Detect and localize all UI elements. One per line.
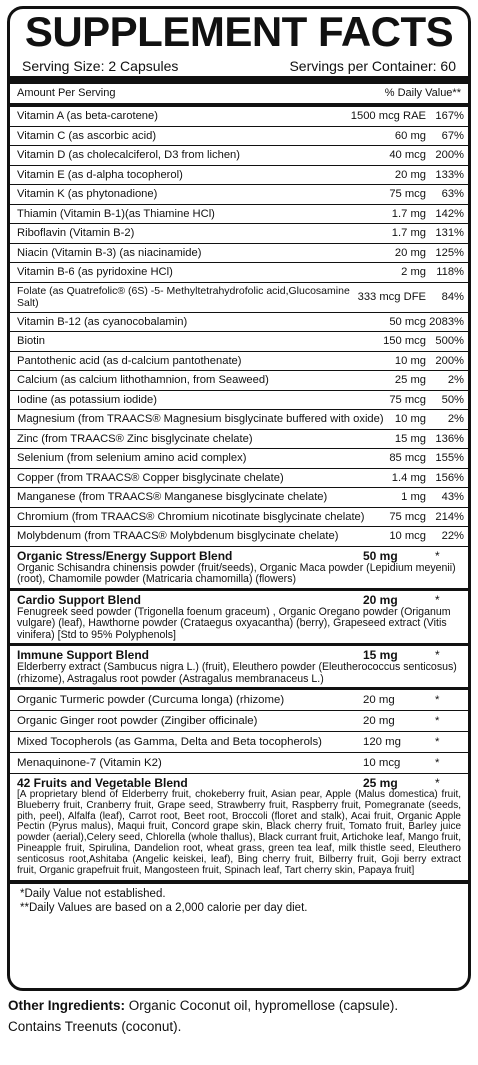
ingredient-dv: * (435, 757, 440, 769)
nutrient-name: Vitamin A (as beta-carotene) (17, 110, 158, 123)
nutrient-dv: 43% (441, 491, 464, 504)
blend-name: Cardio Support Blend (17, 592, 141, 607)
panel-title: SUPPLEMENT FACTS (24, 8, 454, 55)
nutrient-dv: 2% (447, 374, 464, 387)
nutrient-dv: 136% (435, 432, 464, 445)
blend-ingredients: [A proprietary blend of Elderberry fruit, chokeberry fruit, Asian pear, Apple (Malus domestica) fruit, Blueberry fruit, Cranberry fruit, Grape seed, Strawberry fruit, Raspberry fruit, Pomegranate (seeds, pith, peel), Alfalfa (leaf), Carrot root, Beet root, Broccoli (floret and stalk), Acai fruit, Organic Apple Pectin (Pyrus malus), Maqui fruit, Concord grape skin, Black cherry fruit, Tomato fruit, Barley juice powder (aerial),Celery seed, Chlorella (whole thallus), Black currant fruit, Artichoke leaf, Mango fruit, Pineapple fruit, Spirulina, Dandelion root, wheat grass, green tea leaf, milk thistle seed, Eleuthero senticosus root,Ashitaba (Angelic keiskei, leaf), Bing cherry fruit, Bilberry fruit, Goji berry extract fruit, Organic grapefruit fruit, Mangosteen fruit, Spinach leaf, Tart cherry skin, Papaya fruit] (17, 789, 461, 876)
blend-amount: 50 mg (363, 548, 398, 563)
footnote-1: *Daily Value not established. (20, 888, 166, 901)
blend-name: 42 Fruits and Vegetable Blend (17, 776, 188, 790)
nutrient-amount: 75 mcg (389, 393, 426, 406)
nutrient-row (10, 146, 468, 166)
nutrient-row (10, 508, 468, 528)
nutrient-name: Zinc (from TRAACS® Zinc bisglycinate chelate) (17, 432, 253, 445)
blend-dv: * (435, 648, 440, 662)
nutrient-dv: 500% (435, 335, 464, 348)
nutrient-name: Selenium (from selenium amino acid complex) (17, 452, 247, 465)
nutrient-amount: 85 mcg (389, 452, 426, 465)
nutrient-table (10, 107, 468, 547)
nutrient-name: Vitamin B-6 (as pyridoxine HCl) (17, 266, 173, 279)
nutrient-name: Biotin (17, 335, 45, 348)
nutrient-dv: 214% (435, 510, 464, 523)
blend-name: Immune Support Blend (17, 648, 149, 662)
nutrient-row (10, 244, 468, 264)
blend-ingredients: Organic Schisandra chinensis powder (fruit/seeds), Organic Maca powder (Lepidium meyenii) (root), Chamomile powder (Matricaria chamomilla) (flowers) (17, 561, 456, 585)
nutrient-name: Iodine (as potassium iodide) (17, 393, 157, 406)
nutrient-dv: 200% (435, 149, 464, 162)
nutrient-row (10, 263, 468, 283)
nutrient-dv: 155% (435, 452, 464, 465)
single-ingredient-section (10, 690, 468, 774)
blend-amount: 20 mg (363, 592, 398, 607)
nutrient-dv: 118% (436, 266, 464, 279)
nutrient-amount: 25 mg (394, 374, 426, 387)
ingredient-row (10, 690, 468, 711)
nutrient-dv: 142% (435, 207, 464, 220)
nutrient-amount: 150 mcg (383, 335, 426, 348)
nutrient-amount: 333 mcg DFE (357, 291, 426, 303)
footnotes (10, 884, 468, 918)
ingredient-name: Organic Turmeric powder (Curcuma longa) (rhizome) (17, 694, 285, 706)
ingredient-amount: 20 mg (363, 694, 395, 706)
nutrient-dv: 156% (435, 471, 464, 484)
nutrient-amount: 40 mcg (389, 149, 426, 162)
nutrient-amount: 1.7 mg (391, 227, 426, 240)
ingredient-dv: * (435, 715, 440, 727)
blend-ingredients: Elderberry extract (Sambucus nigra L.) (fruit), Eleuthero powder (Eleutherococcus senticosus) (rhizome), Astragalus root powder (Astragalus membranaceus L.) (17, 661, 457, 685)
blend-block (10, 591, 468, 647)
nutrient-dv: 50% (441, 393, 464, 406)
nutrient-amount: 1500 mcg RAE (350, 110, 426, 123)
serving-info (10, 56, 468, 84)
nutrient-amount: 20 mg (394, 168, 426, 181)
nutrient-row (10, 185, 468, 205)
nutrient-row (10, 527, 468, 547)
nutrient-name: Folate (as Quatrefolic® (6S) -5- Methyltetrahydrofolic acid,Glucosamine Salt) (17, 285, 350, 309)
nutrient-amount: 75 mcg (389, 188, 426, 201)
nutrient-amount: 1 mg (401, 491, 426, 504)
ingredient-dv: * (435, 736, 440, 748)
nutrient-row (10, 127, 468, 147)
ingredient-name: Organic Ginger root powder (Zingiber officinale) (17, 715, 258, 727)
nutrient-amount: 15 mg (394, 432, 426, 445)
nutrient-amount: 2 mg (401, 266, 426, 279)
ingredient-name: Mixed Tocopherols (as Gamma, Delta and Beta tocopherols) (17, 736, 322, 748)
nutrient-name: Pantothenic acid (as d-calcium pantothenate) (17, 354, 242, 367)
nutrient-name: Vitamin K (as phytonadione) (17, 188, 158, 201)
blend-section (10, 547, 468, 691)
nutrient-name: Calcium (as calcium lithothamnion, from Seaweed) (17, 374, 269, 387)
nutrient-row (10, 107, 468, 127)
nutrient-dv: 84% (441, 291, 464, 303)
blend-block (10, 547, 468, 591)
nutrient-row (10, 488, 468, 508)
nutrient-amount: 50 mcg (389, 315, 426, 328)
nutrient-name: Thiamin (Vitamin B-1)(as Thiamine HCl) (17, 207, 215, 220)
blend-amount: 15 mg (363, 648, 398, 662)
nutrient-row (10, 332, 468, 352)
nutrient-dv: 22% (441, 530, 464, 543)
nutrient-row (10, 449, 468, 469)
nutrient-name: Vitamin C (as ascorbic acid) (17, 129, 157, 142)
nutrient-dv: 200% (435, 354, 464, 367)
blend-dv: * (435, 548, 440, 563)
nutrient-name: Manganese (from TRAACS® Manganese bisglycinate chelate) (17, 491, 328, 504)
nutrient-name: Niacin (Vitamin B-3) (as niacinamide) (17, 246, 202, 259)
nutrient-amount: 10 mg (394, 413, 426, 426)
ingredient-amount: 20 mg (363, 715, 395, 727)
nutrient-dv: 67% (441, 129, 464, 142)
ingredient-row (10, 732, 468, 753)
nutrient-name: Chromium (from TRAACS® Chromium nicotinate bisglycinate chelate) (17, 510, 365, 523)
nutrient-row (10, 352, 468, 372)
column-header (10, 84, 468, 107)
nutrient-row (10, 205, 468, 225)
other-ingredients-label: Other Ingredients: (8, 998, 126, 1013)
nutrient-name: Copper (from TRAACS® Copper bisglycinate chelate) (17, 471, 284, 484)
blend-dv: * (435, 592, 440, 607)
other-ingredients (8, 995, 474, 1037)
nutrient-dv: 125% (435, 246, 464, 259)
nutrient-name: Molybdenum (from TRAACS® Molybdenum bisglycinate chelate) (17, 530, 339, 543)
nutrient-row (10, 224, 468, 244)
nutrient-dv: 2083% (429, 315, 464, 328)
nutrient-row (10, 313, 468, 333)
ingredient-amount: 10 mcg (363, 757, 401, 769)
nutrient-row (10, 410, 468, 430)
nutrient-row (10, 371, 468, 391)
servings-per-container: Servings per Container: 60 (289, 58, 456, 74)
ingredient-dv: * (435, 694, 440, 706)
nutrient-dv: 133% (435, 168, 464, 181)
footnote-2: **Daily Values are based on a 2,000 calorie per day diet. (20, 902, 308, 915)
nutrient-row (10, 469, 468, 489)
ingredient-amount: 120 mg (363, 736, 401, 748)
nutrient-amount: 10 mg (394, 354, 426, 367)
nutrient-row (10, 166, 468, 186)
nutrient-name: Magnesium (from TRAACS® Magnesium bisglycinate buffered with oxide) (17, 413, 384, 426)
ingredient-row (10, 711, 468, 732)
nutrient-row (10, 283, 468, 313)
blend-amount: 25 mg (363, 776, 398, 790)
nutrient-amount: 75 mcg (389, 510, 426, 523)
serving-size: Serving Size: 2 Capsules (22, 58, 179, 74)
nutrient-amount: 20 mg (394, 246, 426, 259)
nutrient-dv: 63% (441, 188, 464, 201)
nutrient-name: Riboflavin (Vitamin B-2) (17, 227, 135, 240)
nutrient-name: Vitamin E (as d-alpha tocopherol) (17, 168, 183, 181)
blend-ingredients: Fenugreek seed powder (Trigonella foenum graceum) , Organic Oregano powder (Origanum vulgare) (leaf), Hawthorne powder (Crataegus oxyacantha) (berry), Grapeseed extract (Vitis vinifera) [Std to 95% Polyphenols] (17, 605, 451, 641)
nutrient-row (10, 391, 468, 411)
nutrient-amount: 1.4 mg (391, 471, 426, 484)
ingredient-name: Menaquinone-7 (Vitamin K2) (17, 757, 162, 769)
blend-block (10, 646, 468, 690)
nutrient-name: Vitamin D (as cholecalciferol, D3 from lichen) (17, 149, 241, 162)
amount-header: Amount Per Serving (17, 87, 116, 99)
nutrient-name: Vitamin B-12 (as cyanocobalamin) (17, 315, 188, 328)
allergen-statement: Contains Treenuts (coconut). (8, 1019, 182, 1034)
blend-dv: * (435, 776, 440, 790)
blend-name: Organic Stress/Energy Support Blend (17, 548, 233, 563)
nutrient-dv: 131% (435, 227, 464, 240)
ingredient-row (10, 753, 468, 774)
other-ingredients-text: Organic Coconut oil, hypromellose (capsule). (128, 998, 399, 1013)
nutrient-dv: 167% (435, 110, 464, 123)
nutrient-amount: 1.7 mg (391, 207, 426, 220)
nutrient-amount: 10 mcg (389, 530, 426, 543)
fruit-vegetable-blend (10, 774, 468, 884)
nutrient-amount: 60 mg (394, 129, 426, 142)
supplement-facts-panel (7, 6, 471, 991)
nutrient-dv: 2% (447, 413, 464, 426)
nutrient-row (10, 430, 468, 450)
dv-header: % Daily Value** (384, 87, 461, 99)
